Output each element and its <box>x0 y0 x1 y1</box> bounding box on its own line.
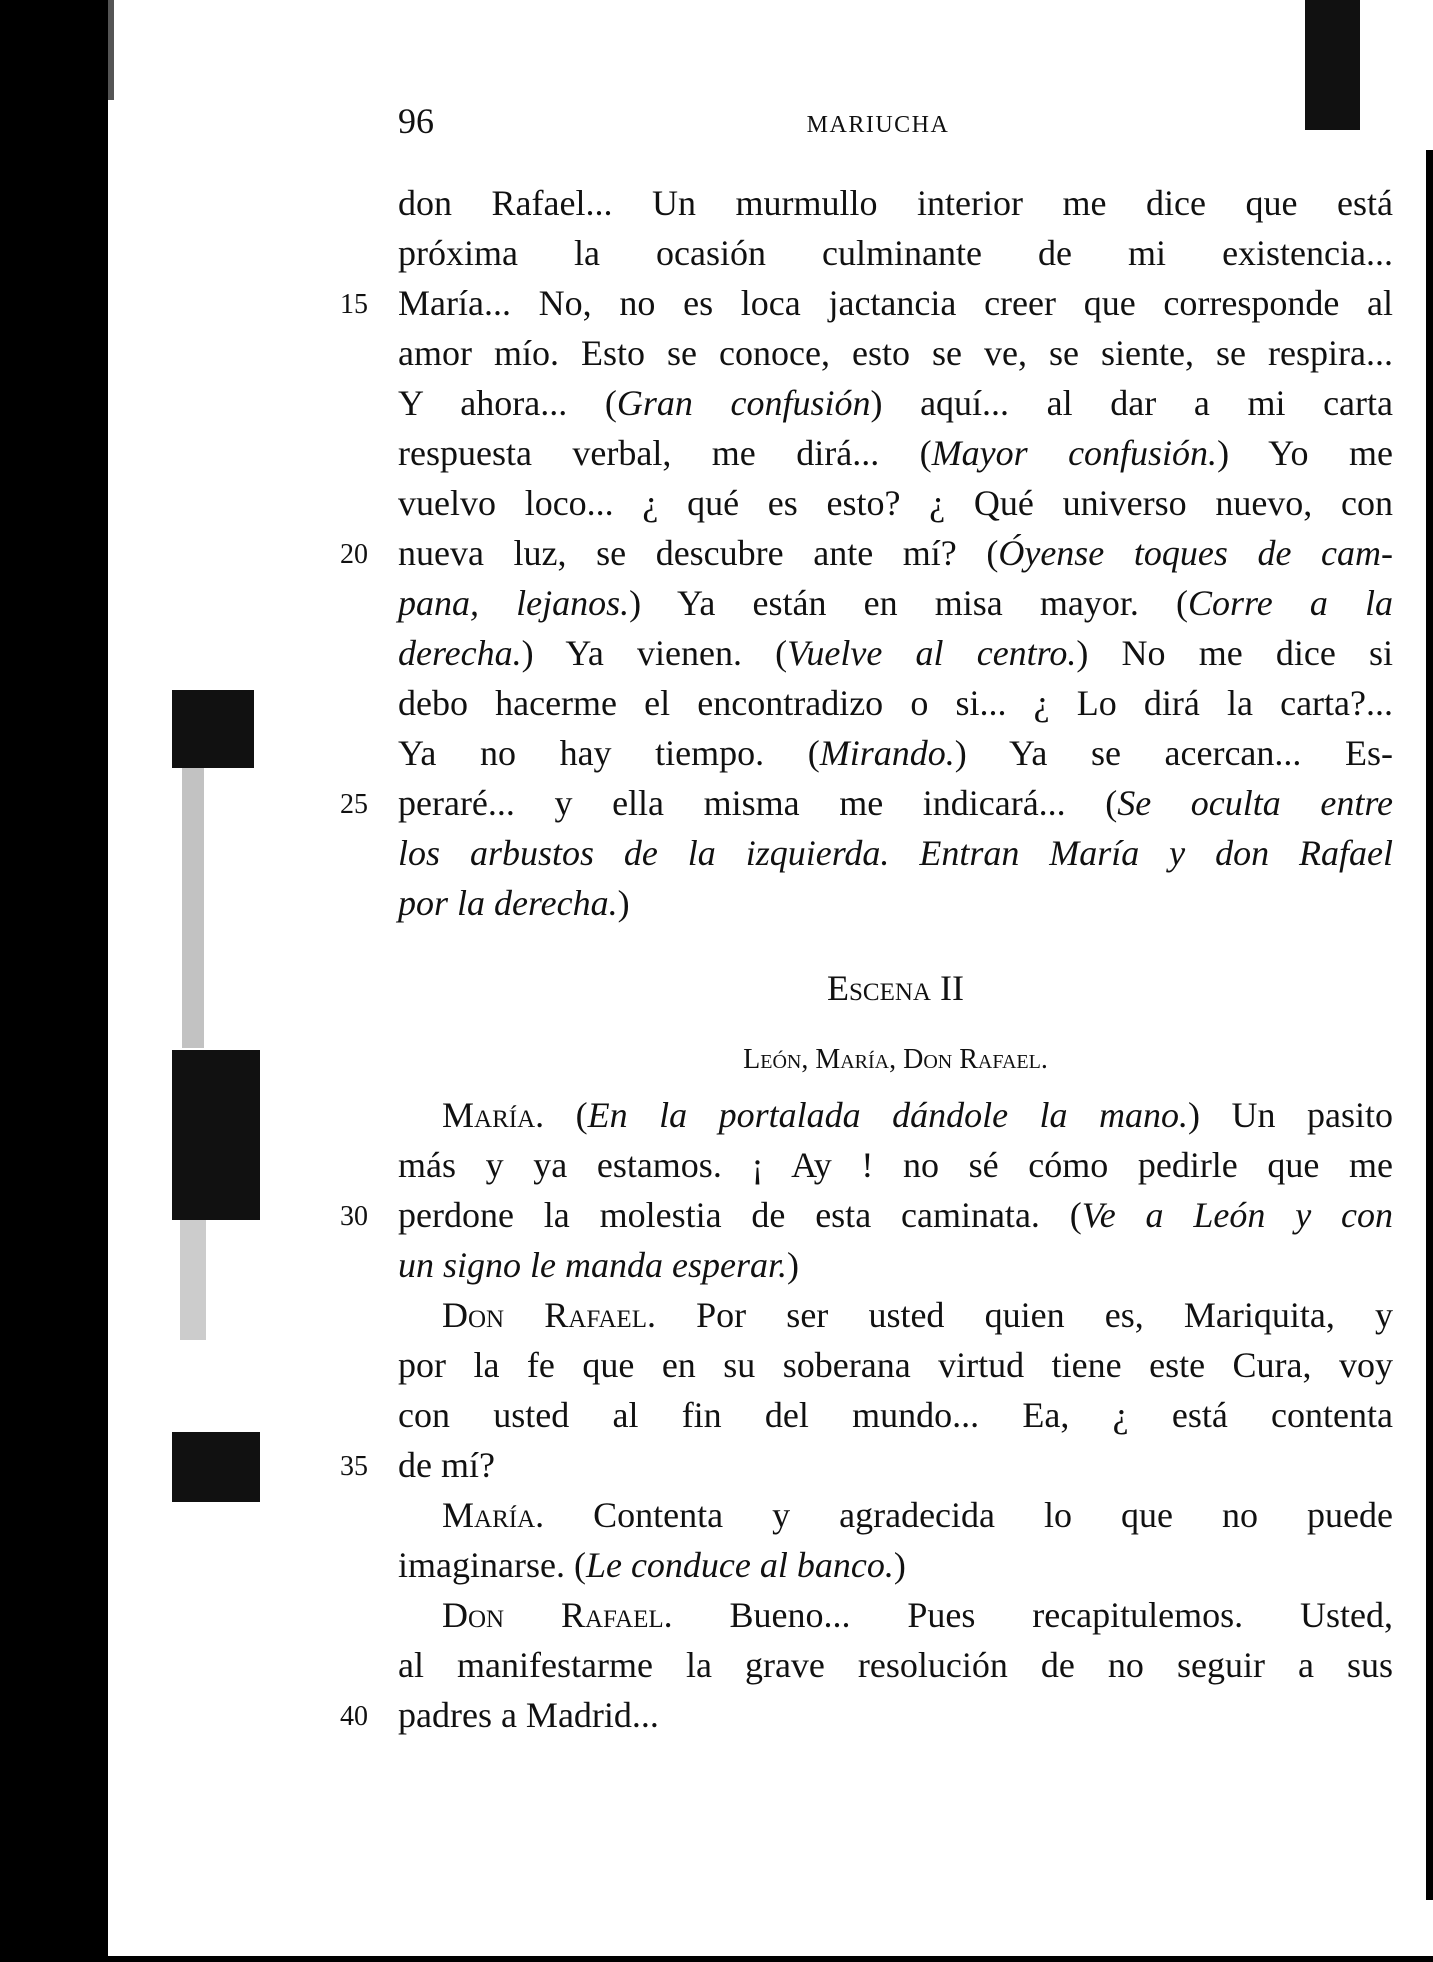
line-number: 25 <box>340 789 368 820</box>
running-head <box>398 100 1358 144</box>
text-line: María. (En la portalada dándole la mano.) Un pasito <box>442 1095 1393 1135</box>
scan-artifact <box>172 690 254 768</box>
scan-artifact <box>180 1220 206 1340</box>
scan-artifact <box>172 1050 260 1220</box>
text-line: Don Rafael. Por ser usted quien es, Mariquita, y <box>442 1295 1393 1335</box>
text-line: un signo le manda esperar.) <box>398 1245 799 1285</box>
page-number: 96 <box>398 101 434 141</box>
text-line: 15 María... No, no es loca jactancia creer que corresponde al <box>398 278 1393 328</box>
speaker-name: María. <box>442 1095 545 1135</box>
scan-border-left <box>0 0 108 1962</box>
speaker-name: Don Rafael. <box>442 1595 673 1635</box>
running-title: MARIUCHA <box>806 112 950 138</box>
text-line: 25 peraré... y ella misma me indicará... (Se oculta entre <box>398 778 1393 828</box>
text-line: al manifestarme la grave resolución de no seguir a sus <box>398 1645 1393 1685</box>
page-body <box>340 178 1394 1740</box>
text-line: por la fe que en su soberana virtud tiene este Cura, voy <box>398 1345 1393 1385</box>
text-line: pana, lejanos.) Ya están en misa mayor. (Corre a la <box>398 583 1393 623</box>
line-number: 35 <box>340 1451 368 1482</box>
text-line: Don Rafael. Bueno... Pues recapitulemos. Usted, <box>442 1595 1393 1635</box>
text-line: 20 nueva luz, se descubre ante mí? (Óyense toques de cam- <box>398 528 1393 578</box>
speaker-name: Don Rafael. <box>442 1295 656 1335</box>
line-number: 40 <box>340 1701 368 1732</box>
text-line: próxima la ocasión culminante de mi existencia... <box>398 233 1393 273</box>
scan-border-right <box>1426 150 1433 1900</box>
text-line: derecha.) Ya vienen. (Vuelve al centro.) No me dice si <box>398 633 1393 673</box>
scene-heading: Escena II <box>827 968 964 1008</box>
text-line: Y ahora... (Gran confusión) aquí... al dar a mi carta <box>398 383 1394 423</box>
scene-characters: León, María, Don Rafael. <box>743 1044 1048 1075</box>
line-number: 15 <box>340 289 368 320</box>
text-line: don Rafael... Un murmullo interior me dice que está <box>398 183 1393 223</box>
text-line: amor mío. Esto se conoce, esto se ve, se siente, se respira... <box>398 333 1393 373</box>
text-line: respuesta verbal, me dirá... (Mayor confusión.) Yo me <box>398 433 1393 473</box>
scan-border-bottom <box>108 1956 1433 1962</box>
line-number: 30 <box>340 1201 368 1232</box>
text-line: 35 de mí? <box>398 1440 1393 1490</box>
scan-artifact <box>172 1432 260 1502</box>
text-line: con usted al fin del mundo... Ea, ¿ está contenta <box>398 1395 1393 1435</box>
text-line: vuelvo loco... ¿ qué es esto? ¿ Qué universo nuevo, con <box>398 483 1393 523</box>
text-line: por la derecha.) <box>398 883 630 923</box>
text-line: Ya no hay tiempo. (Mirando.) Ya se acercan... Es- <box>398 733 1393 773</box>
text-line: los arbustos de la izquierda. Entran María y don Rafael <box>398 833 1393 873</box>
text-line: María. Contenta y agradecida lo que no puede <box>442 1495 1393 1535</box>
text-line: más y ya estamos. ¡ Ay ! no sé cómo pedirle que me <box>398 1145 1393 1185</box>
text-line: 30 perdone la molestia de esta caminata. (Ve a León y con <box>398 1190 1393 1240</box>
speaker-name: María. <box>442 1495 545 1535</box>
text-line: debo hacerme el encontradizo o si... ¿ Lo dirá la carta?... <box>398 683 1393 723</box>
scan-artifact <box>182 768 204 1048</box>
text-line: 40 padres a Madrid... <box>398 1690 1393 1740</box>
text-line: imaginarse. (Le conduce al banco.) <box>398 1545 906 1585</box>
line-number: 20 <box>340 539 368 570</box>
